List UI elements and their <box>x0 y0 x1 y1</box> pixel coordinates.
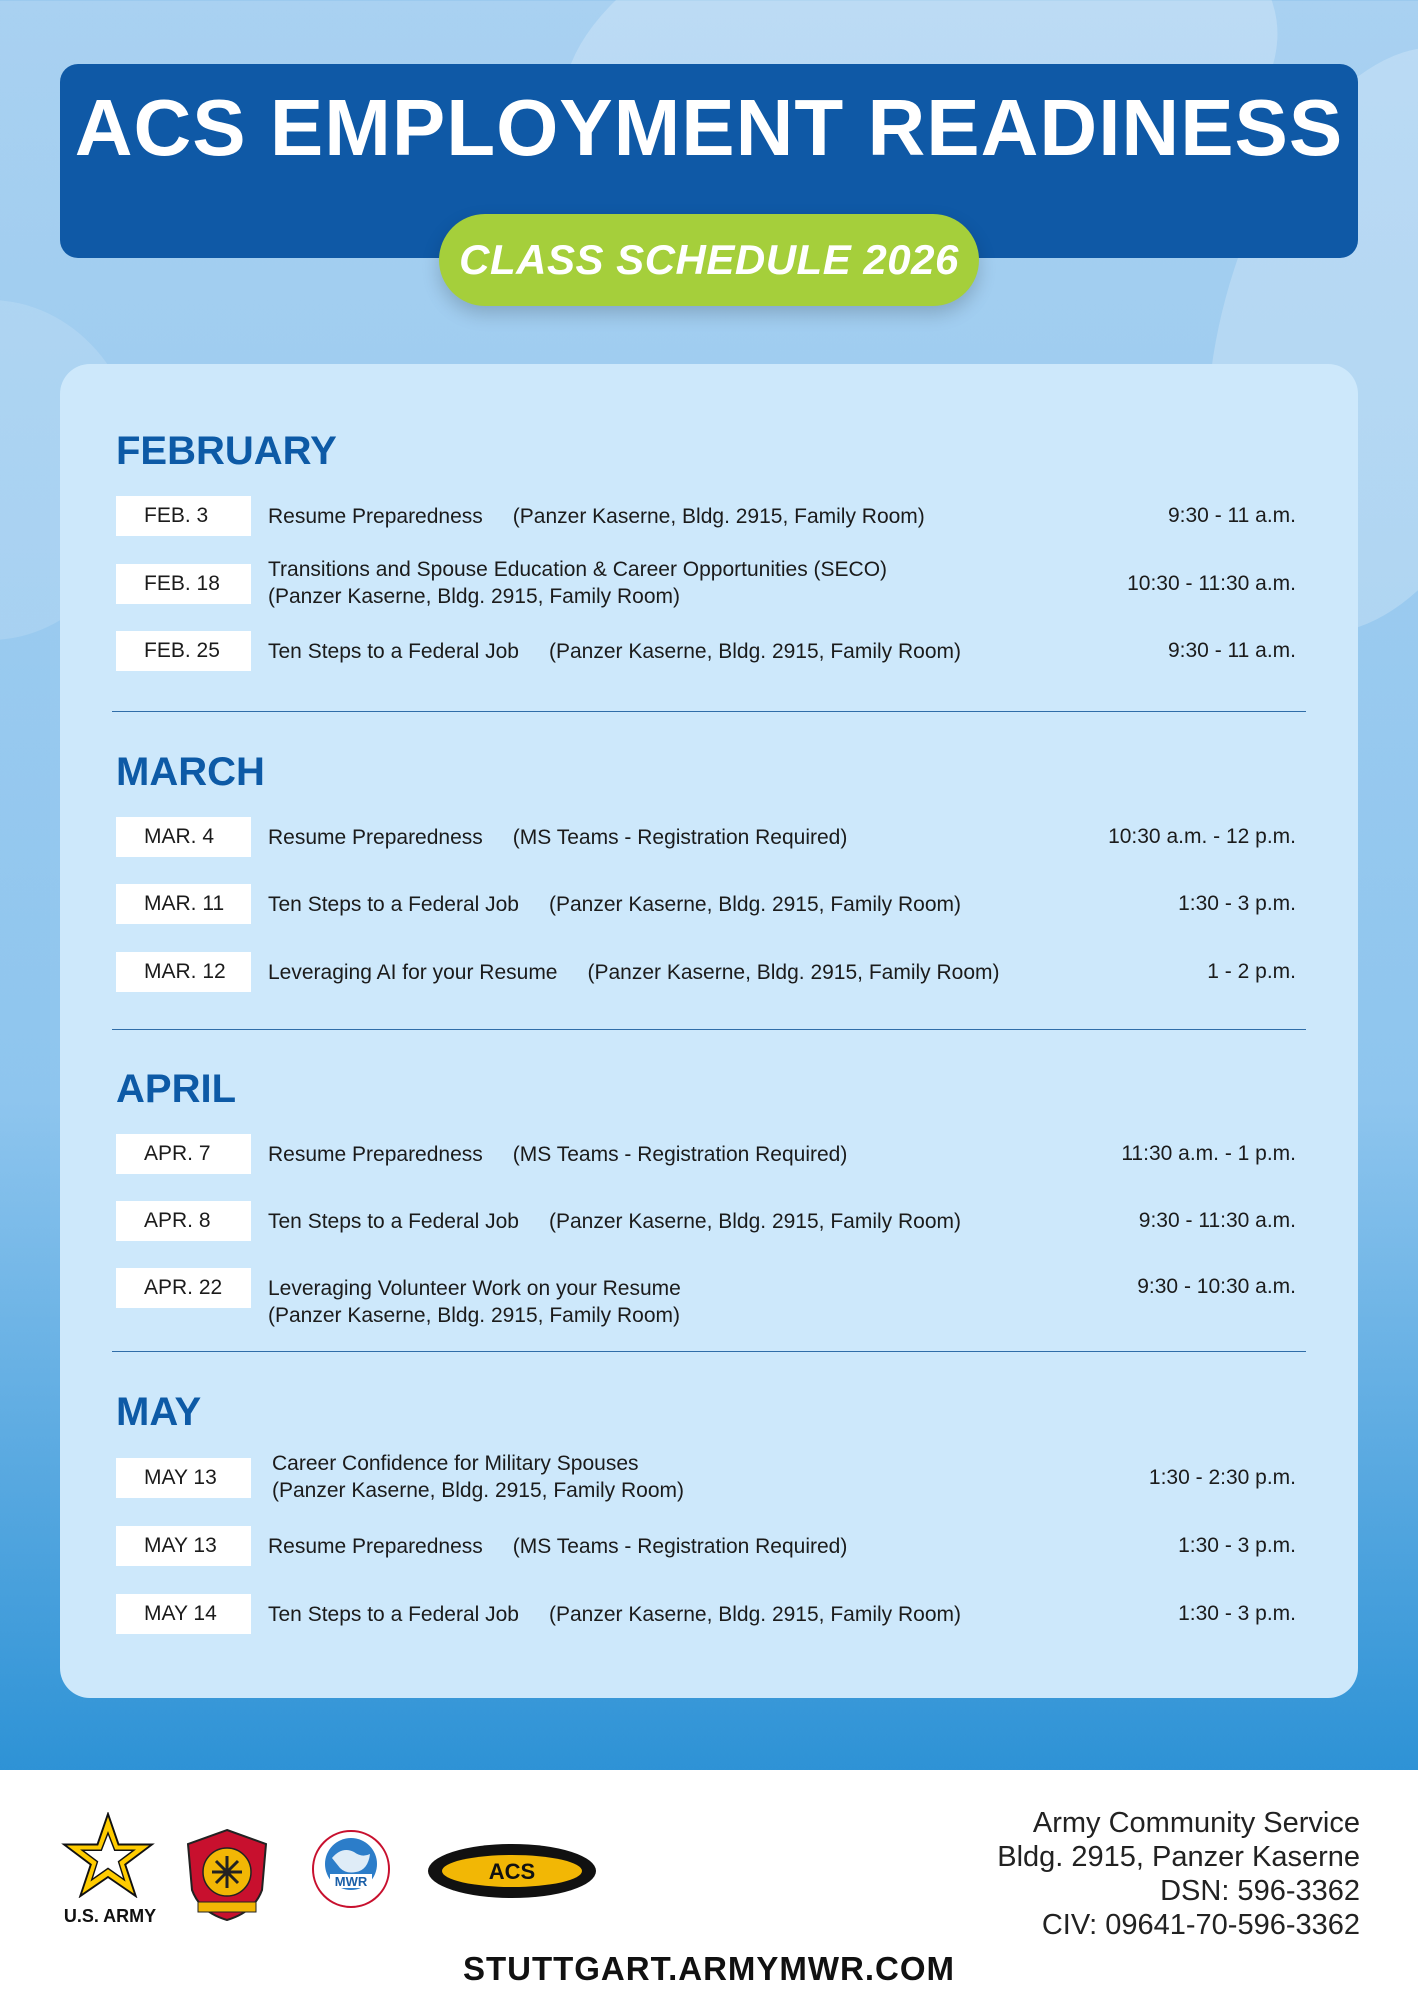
event-date: MAY 13 <box>116 1458 251 1498</box>
event-time: 11:30 a.m. - 1 p.m. <box>1121 1142 1296 1165</box>
army-label: U.S. ARMY <box>63 1906 157 1926</box>
contact-block <box>997 1806 1360 1942</box>
contact-org: Army Community Service <box>1032 1807 1360 1839</box>
event-title: Ten Steps to a Federal Job <box>268 640 519 663</box>
event-date: FEB. 25 <box>116 631 251 671</box>
event-title: Leveraging Volunteer Work on your Resume <box>268 1277 681 1300</box>
event-location: (Panzer Kaserne, Bldg. 2915, Family Room) <box>549 640 962 663</box>
footer <box>0 1770 1418 2000</box>
event-description <box>272 1450 684 1504</box>
month-heading-february: FEBRUARY <box>116 429 337 473</box>
event-date: MAR. 12 <box>116 952 251 992</box>
contact-dsn: DSN: 596-3362 <box>1160 1875 1360 1907</box>
event-location: (Panzer Kaserne, Bldg. 2915, Family Room) <box>587 961 1000 984</box>
event-time: 9:30 - 11 a.m. <box>1167 639 1296 662</box>
event-location: (Panzer Kaserne, Bldg. 2915, Family Room) <box>549 1603 962 1626</box>
event-time: 9:30 - 11:30 a.m. <box>1138 1209 1296 1232</box>
event-date: MAY 13 <box>116 1526 251 1566</box>
event-location: (Panzer Kaserne, Bldg. 2915, Family Room) <box>549 1210 962 1233</box>
acs-badge-icon <box>426 1842 598 1900</box>
event-description <box>268 1141 847 1168</box>
website-link[interactable]: STUTTGART.ARMYMWR.COM <box>462 1950 956 1987</box>
section-divider <box>112 1029 1306 1030</box>
schedule-subtitle: CLASS SCHEDULE 2026 <box>439 214 979 306</box>
event-description <box>268 824 847 851</box>
event-title: Resume Preparedness <box>268 505 483 528</box>
svg-text:MWR: MWR <box>334 1874 368 1889</box>
event-time: 10:30 a.m. - 12 p.m. <box>1108 825 1296 848</box>
event-title: Ten Steps to a Federal Job <box>268 893 519 916</box>
event-location: (Panzer Kaserne, Bldg. 2915, Family Room) <box>512 505 925 528</box>
section-divider <box>112 1351 1306 1352</box>
event-title: Ten Steps to a Federal Job <box>268 1210 519 1233</box>
page-title: ACS EMPLOYMENT READINESS <box>74 83 1344 172</box>
event-location: (Panzer Kaserne, Bldg. 2915, Family Room) <box>272 1479 685 1502</box>
event-date: APR. 7 <box>116 1134 251 1174</box>
event-date: MAR. 4 <box>116 817 251 857</box>
event-title: Resume Preparedness <box>268 1143 483 1166</box>
event-time: 9:30 - 10:30 a.m. <box>1137 1275 1296 1298</box>
event-title: Resume Preparedness <box>268 826 483 849</box>
event-date: APR. 22 <box>116 1268 251 1308</box>
event-title: Transitions and Spouse Education & Career Opportunities (SECO) <box>268 558 888 581</box>
event-time: 9:30 - 11 a.m. <box>1167 504 1296 527</box>
event-title: Resume Preparedness <box>268 1535 483 1558</box>
event-description <box>268 891 961 918</box>
event-date: MAY 14 <box>116 1594 251 1634</box>
event-description <box>268 638 961 665</box>
garrison-crest-icon <box>184 1828 270 1922</box>
event-description <box>268 1533 847 1560</box>
event-time: 1 - 2 p.m. <box>1207 960 1296 983</box>
event-description <box>268 556 887 610</box>
event-description <box>268 1208 961 1235</box>
event-title: Career Confidence for Military Spouses <box>272 1452 639 1475</box>
contact-civ: CIV: 09641-70-596-3362 <box>1041 1909 1360 1941</box>
event-location: (MS Teams - Registration Required) <box>512 826 848 849</box>
event-title: Leveraging AI for your Resume <box>268 961 558 984</box>
contact-address: Bldg. 2915, Panzer Kaserne <box>997 1841 1360 1873</box>
event-location: (Panzer Kaserne, Bldg. 2915, Family Room) <box>268 585 681 608</box>
event-description <box>268 959 1000 986</box>
event-location: (Panzer Kaserne, Bldg. 2915, Family Room) <box>549 893 962 916</box>
mwr-globe-icon <box>310 1828 392 1910</box>
event-time: 1:30 - 3 p.m. <box>1178 1534 1296 1557</box>
month-heading-march: MARCH <box>116 750 265 794</box>
event-description <box>268 503 925 530</box>
event-date: FEB. 3 <box>116 496 251 536</box>
month-heading-april: APRIL <box>116 1067 236 1111</box>
event-time: 1:30 - 3 p.m. <box>1178 1602 1296 1625</box>
event-time: 1:30 - 2:30 p.m. <box>1148 1466 1296 1489</box>
event-location: (Panzer Kaserne, Bldg. 2915, Family Room) <box>268 1304 681 1327</box>
month-heading-may: MAY <box>116 1390 202 1434</box>
event-time: 1:30 - 3 p.m. <box>1178 892 1296 915</box>
event-title: Ten Steps to a Federal Job <box>268 1603 519 1626</box>
event-location: (MS Teams - Registration Required) <box>512 1143 848 1166</box>
section-divider <box>112 711 1306 712</box>
event-date: MAR. 11 <box>116 884 251 924</box>
event-date: FEB. 18 <box>116 564 251 604</box>
event-location: (MS Teams - Registration Required) <box>512 1535 848 1558</box>
event-time: 10:30 - 11:30 a.m. <box>1127 572 1296 595</box>
event-description <box>268 1275 681 1329</box>
event-date: APR. 8 <box>116 1201 251 1241</box>
svg-text:ACS: ACS <box>488 1859 536 1884</box>
army-star-icon <box>60 1812 156 1898</box>
event-description <box>268 1601 961 1628</box>
